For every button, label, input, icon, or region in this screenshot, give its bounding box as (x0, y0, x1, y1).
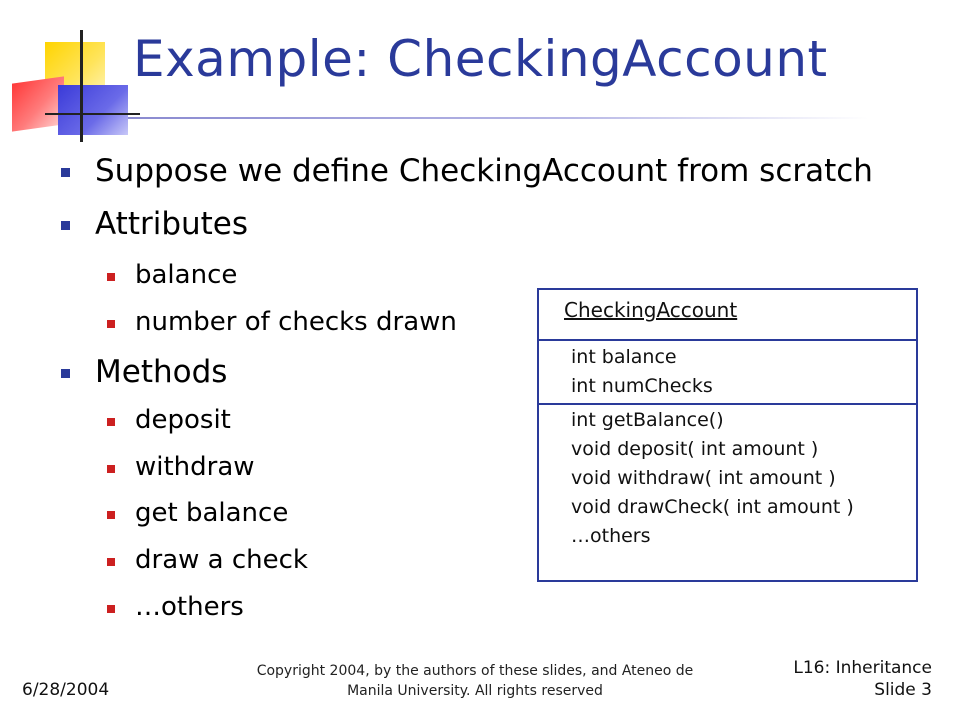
sub-bullet-text: get balance (135, 498, 289, 528)
uml-divider (539, 339, 916, 341)
sub-bullet-text: withdraw (135, 452, 255, 482)
bullet-item (95, 354, 227, 390)
footer-copyright (250, 661, 700, 701)
uml-class-diagram (537, 288, 918, 582)
sub-bullet-square-icon (107, 418, 115, 426)
sub-bullet-square-icon (107, 511, 115, 519)
sub-bullet-item (135, 545, 308, 575)
sub-bullet-square-icon (107, 465, 115, 473)
copyright-line: Copyright 2004, by the authors of these slides, and Ateneo de (256, 663, 694, 679)
bullet-text: Methods (95, 354, 228, 390)
sub-bullet-text: …others (135, 592, 244, 622)
bullet-text: Attributes (95, 206, 249, 242)
sub-bullet-text: deposit (135, 405, 231, 435)
sub-bullet-item (135, 498, 288, 528)
sub-bullet-item (135, 307, 457, 337)
uml-method: void withdraw( int amount ) (571, 467, 836, 489)
uml-attribute: int balance (571, 346, 677, 368)
logo-blue-square (58, 85, 128, 135)
footer-slide-info (793, 657, 932, 701)
lecture-title: L16: Inheritance (793, 658, 932, 678)
bullet-item (95, 206, 248, 242)
sub-bullet-item (135, 592, 244, 622)
sub-bullet-square-icon (107, 605, 115, 613)
sub-bullet-text: number of checks drawn (135, 307, 457, 337)
uml-method: …others (571, 525, 651, 547)
sub-bullet-square-icon (107, 558, 115, 566)
uml-class-name: CheckingAccount (564, 298, 738, 322)
sub-bullet-text: balance (135, 260, 238, 290)
bullet-item (95, 153, 873, 189)
title-underline (128, 117, 868, 119)
footer-date: 6/28/2004 (22, 680, 110, 700)
uml-method: void drawCheck( int amount ) (571, 496, 854, 518)
logo-vertical-line (80, 30, 83, 142)
uml-attribute: int numChecks (571, 375, 713, 397)
bullet-text: Suppose we define CheckingAccount from scratch (95, 153, 873, 189)
bullet-square-icon (61, 221, 70, 230)
sub-bullet-item (135, 405, 231, 435)
copyright-line: Manila University. All rights reserved (347, 683, 603, 699)
slide-logo (0, 0, 140, 140)
logo-red-square (12, 76, 64, 131)
sub-bullet-text: draw a check (135, 545, 308, 575)
bullet-square-icon (61, 168, 70, 177)
sub-bullet-item (135, 260, 237, 290)
slide-title: Example: CheckingAccount (133, 30, 828, 88)
sub-bullet-square-icon (107, 320, 115, 328)
uml-method: void deposit( int amount ) (571, 438, 819, 460)
uml-method: int getBalance() (571, 409, 724, 431)
sub-bullet-item (135, 452, 255, 482)
logo-horizontal-line (45, 113, 140, 115)
bullet-square-icon (61, 369, 70, 378)
uml-divider (539, 403, 916, 405)
slide-number: Slide 3 (874, 680, 932, 700)
sub-bullet-square-icon (107, 273, 115, 281)
